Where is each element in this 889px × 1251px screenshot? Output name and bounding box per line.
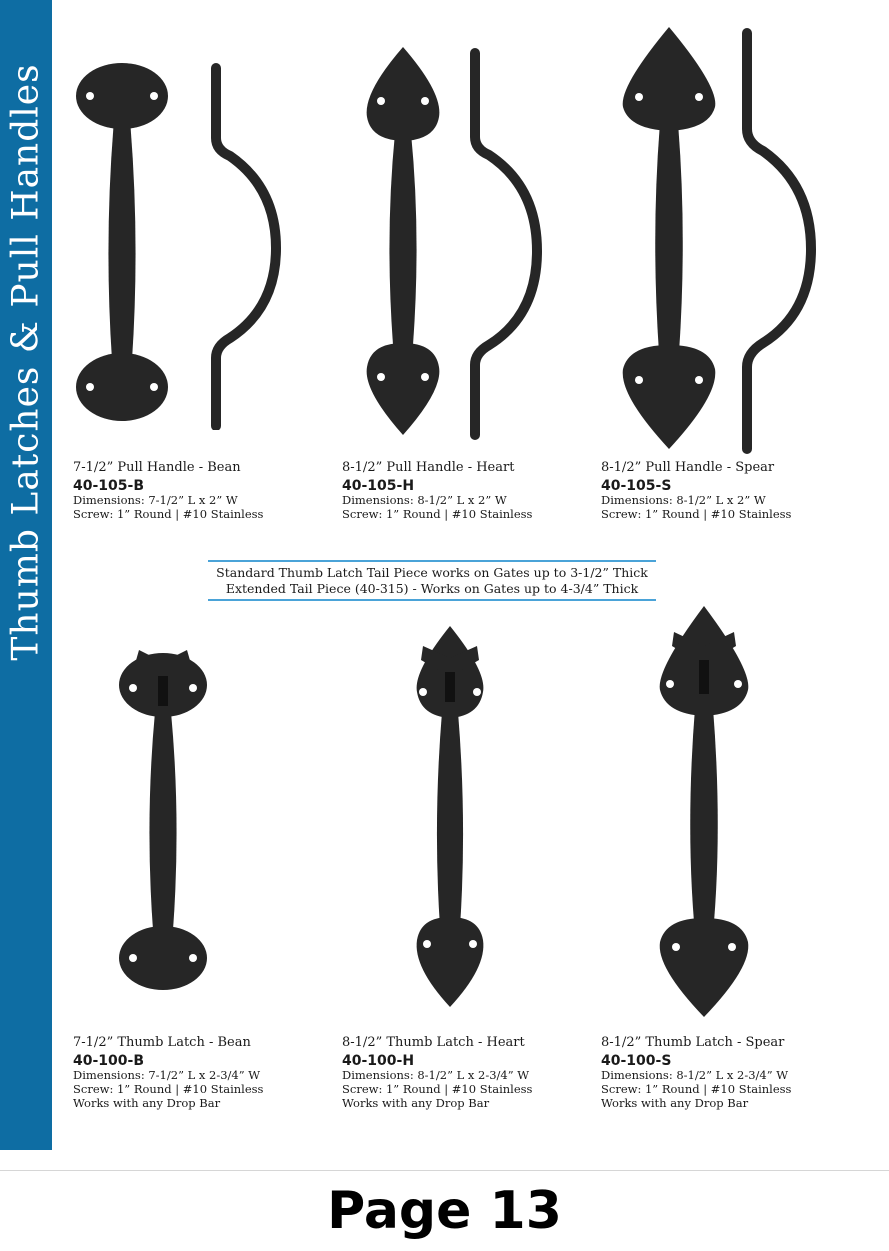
page-number: Page 13 [327,1181,562,1241]
product-name: 7-1/2” Thumb Latch - Bean [73,1035,251,1050]
thumb-latch-bean-caption [73,1035,303,1111]
product-note: Works with any Drop Bar [73,1095,221,1110]
product-sku: 40-105-H [342,477,415,494]
thumb-latch-bean-image [113,640,213,995]
product-name: 7-1/2” Pull Handle - Bean [73,460,241,475]
pull-handle-spear-image [615,25,830,455]
product-screw: Screw: 1” Round | #10 Stainless [73,1082,264,1097]
product-dimensions: Dimensions: 8-1/2” L x 2-3/4” W [601,1068,789,1083]
thumb-latch-spear-image [652,602,757,1022]
thumb-latch-spear-caption [601,1035,831,1111]
pull-handle-bean-caption [73,460,303,522]
product-dimensions: Dimensions: 7-1/2” L x 2” W [73,493,238,508]
product-screw: Screw: 1” Round | #10 Stainless [342,1082,533,1097]
pull-handle-spear-caption [601,460,831,522]
product-sku: 40-105-S [601,477,672,494]
tail-piece-notice [208,560,656,601]
pull-handle-heart-caption [342,460,572,522]
product-dimensions: Dimensions: 8-1/2” L x 2-3/4” W [342,1068,530,1083]
pull-handle-bean-image [70,60,290,430]
product-dimensions: Dimensions: 8-1/2” L x 2” W [601,493,766,508]
product-name: 8-1/2” Pull Handle - Spear [601,460,775,475]
product-screw: Screw: 1” Round | #10 Stainless [342,507,533,522]
product-screw: Screw: 1” Round | #10 Stainless [73,507,264,522]
pull-handle-heart-image [355,45,555,440]
product-sku: 40-105-B [73,477,144,494]
product-sku: 40-100-B [73,1052,144,1069]
thumb-latch-heart-caption [342,1035,572,1111]
product-screw: Screw: 1” Round | #10 Stainless [601,507,792,522]
sidebar-title: Thumb Latches & Pull Handles [5,63,47,661]
notice-line-2: Extended Tail Piece (40-315) - Works on Gates up to 4-3/4” Thick [225,580,639,596]
notice-line-1: Standard Thumb Latch Tail Piece works on Gates up to 3-1/2” Thick [216,565,648,580]
thumb-latch-heart-image [405,622,495,1012]
product-dimensions: Dimensions: 7-1/2” L x 2-3/4” W [73,1068,261,1083]
page-footer [0,1170,889,1251]
product-name: 8-1/2” Thumb Latch - Heart [342,1035,525,1050]
product-sku: 40-100-H [342,1052,415,1069]
product-name: 8-1/2” Pull Handle - Heart [342,460,515,475]
product-note: Works with any Drop Bar [601,1095,749,1110]
product-note: Works with any Drop Bar [342,1095,490,1110]
product-screw: Screw: 1” Round | #10 Stainless [601,1082,792,1097]
sidebar-band [0,0,52,1150]
product-name: 8-1/2” Thumb Latch - Spear [601,1035,785,1050]
product-sku: 40-100-S [601,1052,672,1069]
product-dimensions: Dimensions: 8-1/2” L x 2” W [342,493,507,508]
